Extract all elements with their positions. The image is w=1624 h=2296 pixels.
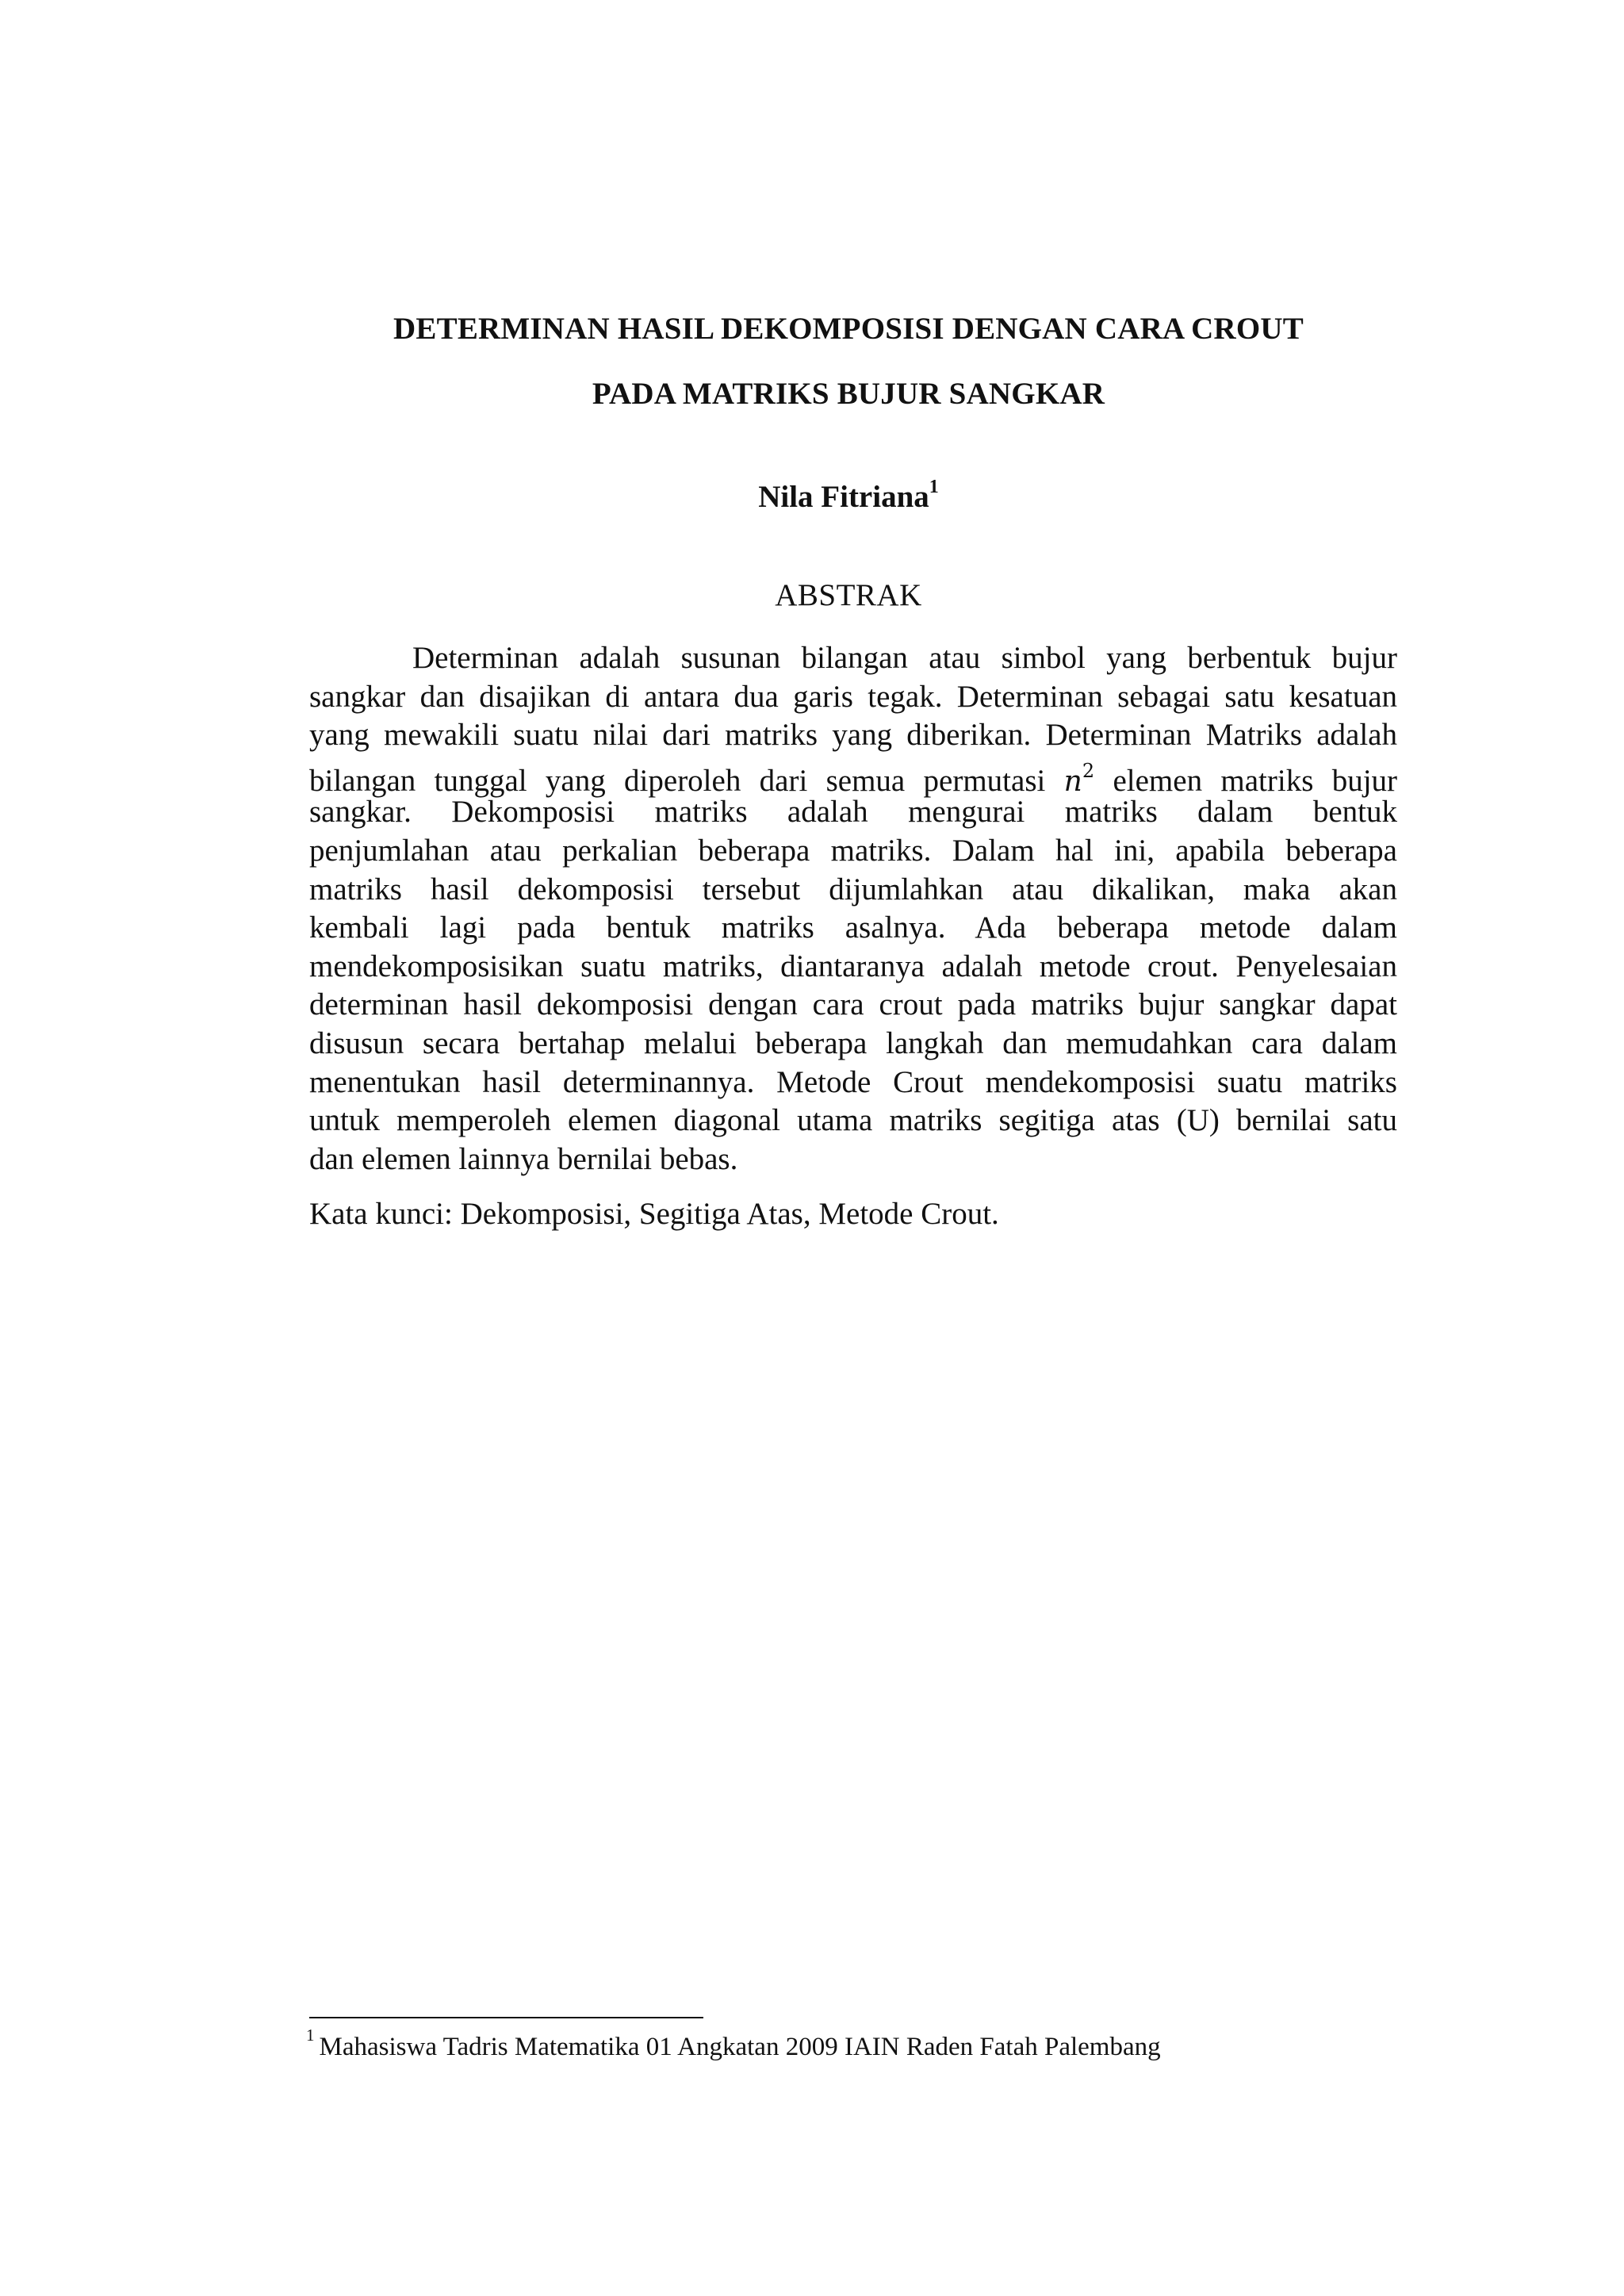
abstract-line: yang mewakili suatu nilai dari matriks yang diberikan. Determinan Matriks adalah: [309, 718, 1397, 753]
abstract-line-part: elemen matriks bujur: [1113, 763, 1398, 798]
footnote-mark: 1: [306, 2026, 315, 2045]
abstract-line: sangkar dan disajikan di antara dua garis tegak. Determinan sebagai satu kesatuan: [309, 679, 1397, 714]
abstract-line: mendekomposisikan suatu matriks, diantaranya adalah metode crout. Penyelesaian: [309, 949, 1397, 983]
abstract-line: untuk memperoleh elemen diagonal utama matriks segitiga atas (U) bernilai satu: [309, 1103, 1397, 1138]
abstract-line: matriks hasil dekomposisi tersebut dijumlahkan atau dikalikan, maka akan: [309, 872, 1397, 907]
author-name: [36, 479, 1624, 515]
abstract-line: sangkar. Dekomposisi matriks adalah mengurai matriks dalam bentuk: [309, 795, 1397, 830]
abstract-heading: ABSTRAK: [775, 578, 922, 612]
abstract-line-part: bilangan tunggal yang diperoleh dari semua permutasi: [309, 763, 1046, 798]
paper-title-line-1: DETERMINAN HASIL DEKOMPOSISI DENGAN CARA CROUT: [393, 312, 1304, 346]
abstract-body: [309, 639, 1397, 1179]
keywords: Kata kunci: Dekomposisi, Segitiga Atas, Metode Crout.: [309, 1197, 999, 1231]
paper-title-line-2: PADA MATRIKS BUJUR SANGKAR: [592, 377, 1105, 411]
abstract-line: Determinan adalah susunan bilangan atau simbol yang berbentuk bujur: [412, 641, 1397, 675]
math-base: n: [1063, 765, 1082, 798]
author-name-text: Nila Fitriana: [758, 480, 929, 514]
footnote-text: Mahasiswa Tadris Matematika 01 Angkatan 2009 IAIN Raden Fatah Palembang: [319, 2033, 1161, 2061]
abstract-line: disusun secara bertahap melalui beberapa langkah dan memudahkan cara dalam: [309, 1025, 1397, 1060]
abstract-line: dan elemen lainnya bernilai bebas.: [309, 1141, 738, 1176]
abstract-line: menentukan hasil determinannya. Metode Crout mendekomposisi suatu matriks: [309, 1064, 1397, 1099]
author-footnote-mark: 1: [929, 477, 939, 497]
footnote: [306, 2026, 1161, 2062]
abstract-line-with-math: [309, 755, 1398, 798]
abstract-line: determinan hasil dekomposisi dengan cara crout pada matriks bujur sangkar dapat: [309, 987, 1397, 1022]
footnote-divider: [309, 2017, 703, 2018]
math-exponent: 2: [1082, 759, 1095, 782]
abstract-line: kembali lagi pada bentuk matriks asalnya. Ada beberapa metode dalam: [309, 910, 1397, 945]
abstract-line: penjumlahan atau perkalian beberapa matriks. Dalam hal ini, apabila beberapa: [309, 833, 1397, 868]
